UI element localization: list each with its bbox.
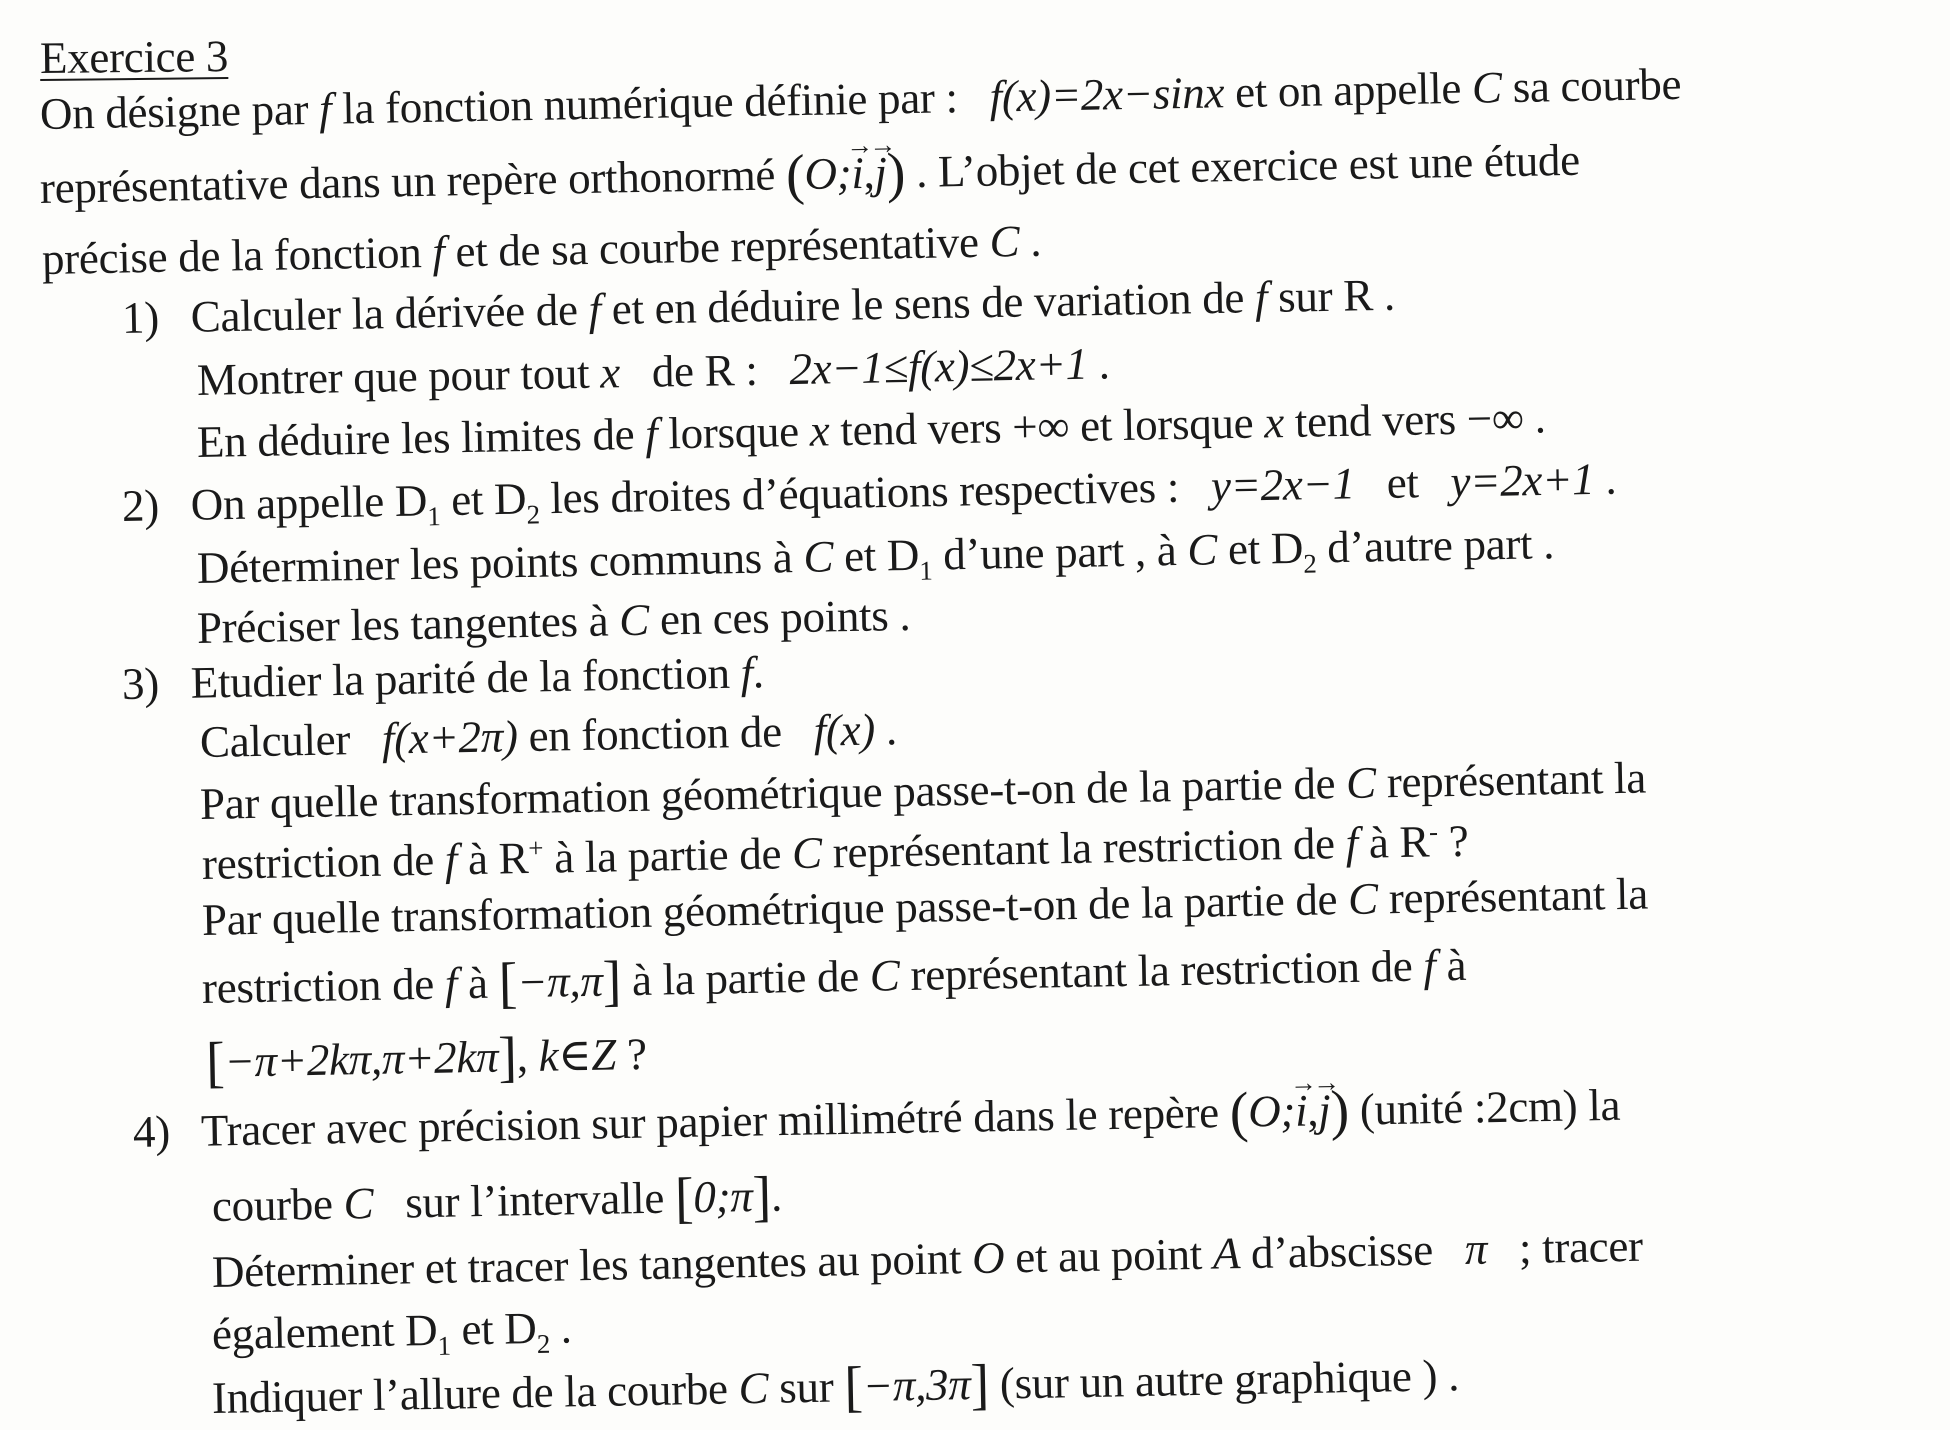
q2-line-3	[196, 589, 911, 653]
text: (sur un autre graphique ) .	[999, 1350, 1460, 1409]
title-text: Exercice 3	[39, 31, 229, 83]
q1-line-2	[196, 338, 1111, 405]
text: ; tracer	[1518, 1220, 1644, 1274]
superscript: +	[527, 832, 544, 864]
q4-line-4	[211, 1302, 573, 1361]
text: représentative dans un repère orthonormé	[39, 149, 776, 213]
text: restriction de	[201, 958, 435, 1013]
subscript: 2	[1303, 548, 1317, 579]
text: courbe	[211, 1178, 334, 1231]
text: restriction de	[201, 834, 435, 889]
subscript: 2	[526, 499, 541, 530]
text: et D	[1227, 522, 1304, 575]
text: de R :	[651, 344, 758, 397]
text: ,	[516, 1031, 529, 1082]
interval-periodic: −π+2kπ,π+2kπ	[223, 1031, 499, 1087]
text: à la partie de	[553, 828, 782, 883]
text: sur R .	[1277, 269, 1396, 322]
math-f: f	[644, 408, 658, 459]
text: et D	[450, 473, 527, 525]
text: et D	[843, 529, 920, 582]
text: sur l’intervalle	[404, 1172, 665, 1228]
intro-line-3	[41, 215, 1042, 284]
point-O: O	[971, 1232, 1005, 1284]
math-f: f	[588, 284, 602, 335]
text: en fonction de	[528, 706, 783, 761]
q3-line-6	[201, 939, 1467, 1015]
text: .	[752, 647, 765, 698]
intro-line-2: représentative dans un repère orthonormé (O;→ i,→ j) . L’objet de cet exercice est une étude	[40, 138, 1581, 211]
vector-j: → j	[1318, 1088, 1331, 1133]
bracket-close: ]	[602, 950, 622, 1013]
bracket-close: ]	[497, 1026, 518, 1089]
paren-open: (	[785, 143, 806, 207]
question-number: 3)	[121, 658, 160, 709]
text: et au point	[1014, 1228, 1203, 1283]
text: .	[885, 704, 898, 755]
superscript: -	[1428, 816, 1438, 847]
text: ?	[626, 1028, 648, 1080]
paren-open: (	[1229, 1081, 1249, 1144]
text: représentant la	[1388, 868, 1649, 924]
point-A: A	[1212, 1228, 1241, 1279]
subscript: 1	[919, 555, 933, 586]
interval-minus-pi-3pi: −π,3π	[862, 1359, 971, 1412]
text: et de sa courbe représentative	[455, 216, 980, 277]
text: tend vers +∞ et lorsque	[839, 397, 1254, 456]
curve-C: C	[1347, 873, 1379, 924]
subscript: 1	[437, 1330, 452, 1361]
text: (unité :2cm) la	[1359, 1079, 1621, 1135]
text: représentant la restriction de	[832, 818, 1336, 878]
math-f: f	[444, 958, 458, 1009]
inequality: 2x−1≤f(x)≤2x+1	[788, 338, 1089, 395]
q4-line-3	[211, 1220, 1644, 1297]
text: .	[560, 1302, 573, 1353]
q1-line-3	[196, 392, 1546, 467]
curve-C: C	[738, 1362, 769, 1414]
curve-C: C	[1471, 62, 1503, 113]
text: On désigne par	[39, 84, 309, 139]
text: à R	[467, 833, 529, 885]
text: Par quelle transformation géométrique passe-t-on de la partie de	[201, 874, 1338, 945]
bracket-close: ]	[751, 1165, 772, 1229]
q2-line-1	[121, 453, 1617, 532]
math-f: f	[740, 647, 754, 698]
equation-D1: y=2x−1	[1210, 458, 1356, 512]
text: à	[1446, 939, 1467, 991]
q1-line-1	[121, 269, 1396, 343]
curve-C: C	[618, 594, 650, 646]
text: sa courbe	[1512, 58, 1682, 113]
bracket-close: ]	[969, 1353, 990, 1417]
math-f: f	[444, 834, 458, 885]
text: à la partie de	[631, 950, 860, 1006]
question-number: 1)	[121, 292, 160, 343]
interval-0-pi: 0;π	[692, 1171, 753, 1223]
text: et	[1386, 457, 1420, 508]
text: les droites d’équations respectives :	[549, 461, 1180, 524]
text: .	[770, 1170, 783, 1221]
text: Préciser les tangentes à	[196, 595, 609, 653]
text: à R	[1368, 816, 1430, 868]
text: sur	[778, 1361, 834, 1413]
curve-C: C	[869, 950, 900, 1001]
text: Etudier la parité de la fonction	[190, 647, 731, 708]
math-f: f	[1254, 272, 1268, 323]
text: Montrer que pour tout	[196, 347, 590, 405]
text: également D	[211, 1304, 438, 1359]
text: .	[1029, 215, 1042, 266]
curve-C: C	[802, 531, 834, 582]
vector-i: → i	[1295, 1088, 1308, 1133]
text: Déterminer et tracer les tangentes au point	[211, 1233, 962, 1297]
bracket-open: [	[843, 1356, 864, 1419]
text: Déterminer les points communs à	[196, 532, 793, 593]
text: et on appelle	[1234, 62, 1462, 118]
bracket-open: [	[205, 1031, 226, 1094]
subscript: 1	[427, 501, 441, 532]
math-f: f	[1422, 940, 1437, 991]
math-x: x	[809, 405, 830, 456]
text: précise de la fonction	[41, 227, 422, 284]
text: et en déduire le sens de variation de	[611, 272, 1245, 335]
q3-line-2	[199, 704, 898, 767]
text: d’autre part .	[1326, 518, 1555, 573]
k-in-Z: k∈Z	[538, 1029, 617, 1081]
q4-line-5	[211, 1350, 1460, 1423]
function-definition: f(x)=2x−sin	[989, 67, 1205, 122]
text: Calculer	[199, 714, 351, 767]
q4-line-1: 4) Tracer avec précision sur papier millimétré dans le repère (O;→ i,→ j) (unité :2cm) la	[133, 1083, 1621, 1155]
paren-close: )	[886, 142, 906, 205]
curve-C: C	[989, 216, 1020, 267]
text: d’abscisse	[1250, 1224, 1434, 1278]
math-f: f	[431, 226, 446, 277]
exercise-title	[39, 31, 229, 83]
paren-close: )	[1329, 1079, 1350, 1143]
text: lorsque	[667, 405, 800, 459]
math-f: f	[318, 83, 332, 134]
expression-f-x: f(x)	[813, 704, 876, 756]
math-x: x	[1203, 67, 1225, 118]
text: Tracer avec précision sur papier millimétré dans le repère	[200, 1087, 1220, 1156]
curve-C: C	[791, 827, 823, 879]
bracket-open: [	[674, 1167, 694, 1230]
math-x: x	[599, 347, 621, 398]
vector-i: → i	[851, 151, 864, 196]
subscript: 2	[536, 1328, 551, 1360]
text: représentant la restriction de	[910, 940, 1413, 1001]
text: représentant la	[1386, 752, 1647, 808]
text: tend vers −∞ .	[1294, 392, 1546, 447]
interval-minus-pi-pi: −π,π	[516, 955, 604, 1008]
text: Indiquer l’allure de la courbe	[211, 1363, 729, 1423]
curve-C: C	[343, 1178, 374, 1229]
q4-line-2	[211, 1165, 783, 1231]
bracket-open: [	[498, 952, 518, 1015]
intro-line-1	[39, 58, 1682, 139]
text: à	[467, 957, 489, 1009]
origin-O: O;	[803, 148, 852, 199]
text: En déduire les limites de	[196, 408, 635, 467]
question-number: 4)	[132, 1106, 171, 1157]
text: Par quelle transformation géométrique passe-t-on de la partie de	[199, 758, 1336, 829]
vector-j: → j	[874, 150, 887, 195]
curve-C: C	[1186, 524, 1218, 575]
text: d’une part , à	[942, 525, 1177, 580]
q2-line-2	[196, 518, 1555, 593]
q3-line-7	[205, 1026, 648, 1094]
text: . L’objet de cet exercice est une étude	[915, 134, 1581, 197]
question-number: 2)	[121, 480, 160, 531]
math-f: f	[1345, 817, 1359, 869]
text: ?	[1448, 815, 1469, 867]
origin-O: O;	[1247, 1085, 1296, 1137]
text: la fonction numérique définie par :	[341, 72, 959, 134]
equation-D2: y=2x+1	[1450, 454, 1595, 507]
text: et D	[461, 1303, 537, 1355]
text: On appelle D	[190, 475, 428, 530]
q3-line-1	[121, 647, 765, 709]
text: .	[1098, 338, 1111, 389]
math-pi: π	[1464, 1223, 1488, 1275]
text: Calculer la dérivée de	[190, 284, 579, 342]
text: en ces points .	[659, 589, 911, 645]
curve-C: C	[1345, 757, 1377, 808]
text: .	[1604, 453, 1617, 504]
math-x: x	[1263, 397, 1285, 448]
expression-f-x-plus-2pi: f(x+2π)	[381, 711, 519, 764]
